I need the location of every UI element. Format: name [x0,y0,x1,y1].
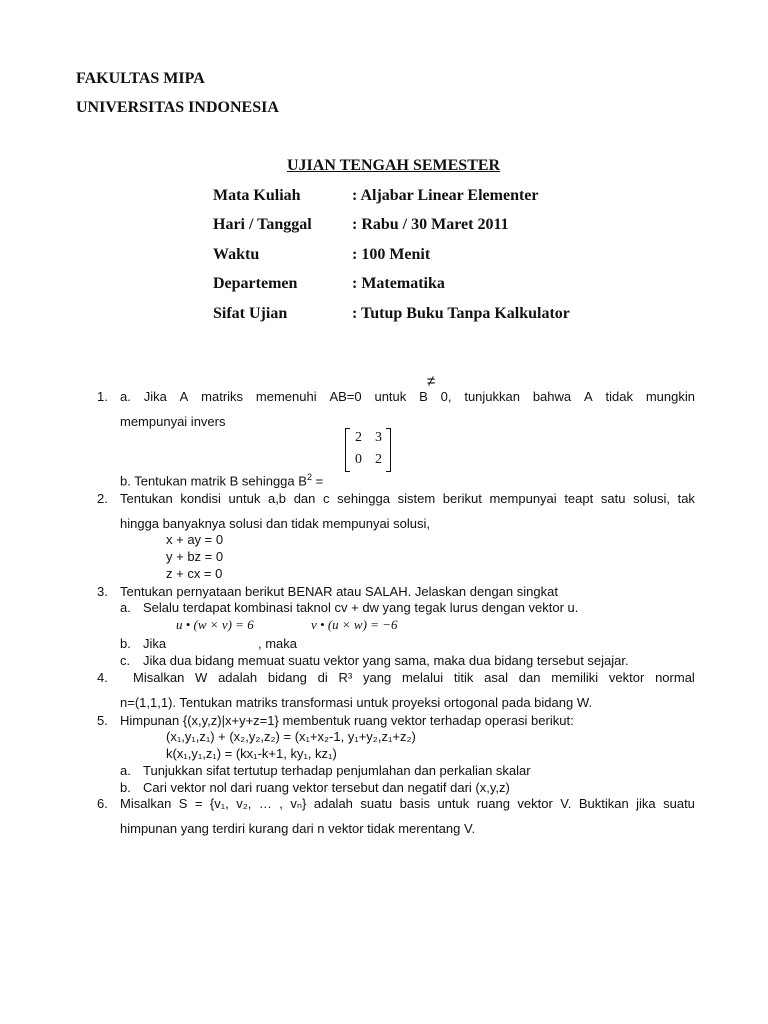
meta-label-course: Mata Kuliah [213,187,301,204]
q3-formula-1: u • (w × v) = 6 [176,617,254,632]
q6-line2: himpunan yang terdiri kurang dari n vektor tidak merentang V. [120,821,476,836]
q3-intro: Tentukan pernyataan berikut BENAR atau SALAH. Jelaskan dengan singkat [120,584,558,599]
q3-formula-2: v • (u × w) = −6 [311,617,398,632]
q3a-label: a. [120,600,131,615]
meta-value-department: : Matematika [352,275,445,292]
q1a-line2: mempunyai invers [120,414,226,429]
meta-value-time: : 100 Menit [352,246,431,263]
q4-line1: Misalkan W adalah bidang di R³ yang melalui titik asal dan memiliki vektor normal [133,670,695,685]
q3b-text-end: , maka [258,636,298,651]
q5-operation-add: (x₁,y₁,z₁) + (x₂,y₂,z₂) = (x₁+x₂-1, y₁+y₂,z₁+z₂) [166,729,416,744]
q4-number: 4. [97,670,108,685]
meta-label-department: Departemen [213,275,298,292]
faculty-heading: FAKULTAS MIPA [76,70,205,87]
q3b-text: Jika [143,636,167,651]
meta-label-exam-type: Sifat Ujian [213,305,288,322]
matrix-cell: 0 [355,452,362,467]
q3b-label: b. [120,636,131,651]
q4-line2: n=(1,1,1). Tentukan matriks transformasi untuk proyeksi ortogonal pada bidang W. [120,695,592,710]
q5b-text: Cari vektor nol dari ruang vektor tersebut dan negatif dari (x,y,z) [143,780,510,795]
q5a-text: Tunjukkan sifat tertutup terhadap penjumlahan dan perkalian skalar [143,763,531,778]
q3c-label: c. [120,653,131,668]
q1a-line1: a. Jika A matriks memenuhi AB=0 untuk B 0, tunjukkan bahwa A tidak mungkin [120,389,695,404]
matrix-2x2 [345,428,391,470]
q2-equation: y + bz = 0 [166,549,224,564]
not-equal-symbol: ≠ [427,373,436,390]
matrix-cell: 3 [375,430,382,445]
q3a-text: Selalu terdapat kombinasi taknol cv + dw yang tegak lurus dengan vektor u. [143,600,579,615]
q2-line1: Tentukan kondisi untuk a,b dan c sehingga sistem berikut mempunyai teapt satu solusi, tak [120,491,695,506]
meta-label-date: Hari / Tanggal [213,216,312,233]
matrix-cell: 2 [375,452,382,467]
q2-number: 2. [97,491,108,506]
matrix-cell: 2 [355,430,362,445]
q2-line2: hingga banyaknya solusi dan tidak mempunyai solusi, [120,516,431,531]
meta-value-course: : Aljabar Linear Elementer [352,187,539,204]
q5-intro: Himpunan {(x,y,z)|x+y+z=1} membentuk ruang vektor terhadap operasi berikut: [120,713,574,728]
q1b-text: b. Tentukan matrik B sehingga $B^2$ = [120,472,324,489]
meta-label-time: Waktu [213,246,260,263]
q6-line1: Misalkan S = {v₁, v₂, … , vₙ} adalah suatu basis untuk ruang vektor V. Buktikan jika suatu [120,796,695,811]
q3-number: 3. [97,584,108,599]
q3c-text: Jika dua bidang memuat suatu vektor yang sama, maka dua bidang tersebut sejajar. [143,653,629,668]
university-heading: UNIVERSITAS INDONESIA [76,99,279,116]
q5-operation-scalar: k(x₁,y₁,z₁) = (kx₁-k+1, ky₁, kz₁) [166,746,337,761]
q5a-label: a. [120,763,131,778]
meta-value-exam-type: : Tutup Buku Tanpa Kalkulator [352,305,570,322]
q1-number: 1. [97,389,108,404]
meta-value-date: : Rabu / 30 Maret 2011 [352,216,509,233]
q6-number: 6. [97,796,108,811]
exam-title: UJIAN TENGAH SEMESTER [287,157,501,174]
q2-equation: z + cx = 0 [166,566,223,581]
q5b-label: b. [120,780,131,795]
q2-equation: x + ay = 0 [166,532,224,547]
q5-number: 5. [97,713,108,728]
